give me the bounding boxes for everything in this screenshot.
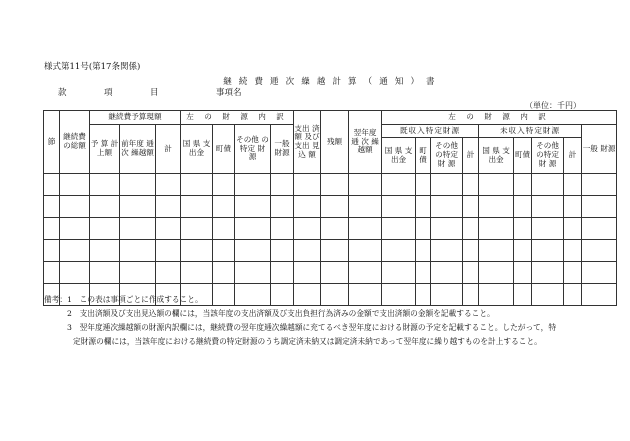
table-body <box>44 174 617 306</box>
table-cell[interactable] <box>181 174 213 196</box>
table-cell[interactable] <box>382 262 416 284</box>
table-cell[interactable] <box>60 174 90 196</box>
table-cell[interactable] <box>479 174 514 196</box>
col-budget-group: 継続費予算現額 <box>90 111 181 125</box>
table-cell[interactable] <box>120 262 156 284</box>
table-cell[interactable] <box>582 196 617 218</box>
field-moku-label: 目 <box>150 88 159 98</box>
col-next-source-group: 左 の 財 源 内 訳 <box>382 111 617 125</box>
table-cell[interactable] <box>479 218 514 240</box>
carryover-table <box>43 110 617 306</box>
table-cell[interactable] <box>60 196 90 218</box>
col-rec-bond: 町 債 <box>416 138 431 174</box>
col-total: 継続費の総額 <box>60 111 90 174</box>
table-cell[interactable] <box>431 174 463 196</box>
table-cell[interactable] <box>156 240 181 262</box>
table-cell[interactable] <box>431 218 463 240</box>
table-cell[interactable] <box>321 174 349 196</box>
table-cell[interactable] <box>213 262 235 284</box>
table-cell[interactable] <box>582 240 617 262</box>
table-cell[interactable] <box>235 174 271 196</box>
field-kou-label: 項 <box>104 88 113 98</box>
table-row <box>44 174 617 196</box>
table-cell[interactable] <box>532 174 564 196</box>
table-cell[interactable] <box>514 196 532 218</box>
col-src-other: その他 の特定 財 源 <box>235 125 271 174</box>
table-row <box>44 240 617 262</box>
col-setsu: 節 <box>44 111 60 174</box>
table-cell[interactable] <box>294 218 321 240</box>
col-unrec-bond: 町債 <box>514 138 532 174</box>
field-jikou-label: 事項名 <box>216 88 242 98</box>
table-cell[interactable] <box>90 218 120 240</box>
table-row <box>44 218 617 240</box>
col-unrec-pref: 国 県 支出金 <box>479 138 514 174</box>
table-cell[interactable] <box>60 218 90 240</box>
table-cell[interactable] <box>235 240 271 262</box>
document-title: 継 続 費 逓 次 繰 越 計 算 （ 通 知 ） 書 <box>223 77 437 87</box>
table-cell[interactable] <box>44 262 60 284</box>
table-cell[interactable] <box>120 174 156 196</box>
table-cell[interactable] <box>564 218 582 240</box>
table-cell[interactable] <box>564 284 582 306</box>
table-cell[interactable] <box>382 174 416 196</box>
col-src-pref: 国 県 支出金 <box>181 125 213 174</box>
table-cell[interactable] <box>416 174 431 196</box>
table-cell[interactable] <box>514 262 532 284</box>
table-cell[interactable] <box>431 196 463 218</box>
table-cell[interactable] <box>514 174 532 196</box>
table-cell[interactable] <box>479 262 514 284</box>
table-cell[interactable] <box>532 262 564 284</box>
table-cell[interactable] <box>90 196 120 218</box>
note-3-cont: 定財源の欄には，当該年度における継続費の特定財源のうち調定済未納又は調定済未納であって翌年度に繰り越すものを計上すること。 <box>73 337 542 346</box>
table-cell[interactable] <box>181 196 213 218</box>
table-cell[interactable] <box>213 196 235 218</box>
table-cell[interactable] <box>382 218 416 240</box>
notes <box>44 293 556 349</box>
table-cell[interactable] <box>120 196 156 218</box>
table-cell[interactable] <box>582 262 617 284</box>
table-cell[interactable] <box>349 196 382 218</box>
table-cell[interactable] <box>463 174 479 196</box>
table-cell[interactable] <box>431 240 463 262</box>
table-cell[interactable] <box>181 262 213 284</box>
table-cell[interactable] <box>564 174 582 196</box>
table-cell[interactable] <box>271 196 294 218</box>
table-cell[interactable] <box>213 240 235 262</box>
table-cell[interactable] <box>271 240 294 262</box>
col-budget-total: 計 <box>156 125 181 174</box>
table-cell[interactable] <box>235 218 271 240</box>
table-cell[interactable] <box>532 240 564 262</box>
table-cell[interactable] <box>60 262 90 284</box>
table-cell[interactable] <box>44 218 60 240</box>
table-cell[interactable] <box>582 218 617 240</box>
col-rec-other: その他 の特定 財 源 <box>431 138 463 174</box>
table-cell[interactable] <box>181 218 213 240</box>
table-cell[interactable] <box>582 174 617 196</box>
table-cell[interactable] <box>349 240 382 262</box>
table-cell[interactable] <box>213 174 235 196</box>
table-cell[interactable] <box>479 240 514 262</box>
table-cell[interactable] <box>294 196 321 218</box>
table-cell[interactable] <box>294 262 321 284</box>
col-next-carry: 翌年度 逓 次 繰越額 <box>349 111 382 174</box>
table-cell[interactable] <box>294 240 321 262</box>
table-cell[interactable] <box>156 262 181 284</box>
table-cell[interactable] <box>349 218 382 240</box>
table-cell[interactable] <box>294 174 321 196</box>
table-cell[interactable] <box>321 240 349 262</box>
table-cell[interactable] <box>213 218 235 240</box>
table-cell[interactable] <box>60 240 90 262</box>
table-cell[interactable] <box>582 284 617 306</box>
table-cell[interactable] <box>90 174 120 196</box>
table-cell[interactable] <box>463 196 479 218</box>
field-kan-label: 款 <box>58 88 67 98</box>
col-budget-carry: 前年度 逓 次 繰越額 <box>120 125 156 174</box>
table-cell[interactable] <box>416 262 431 284</box>
col-src-bond: 町債 <box>213 125 235 174</box>
col-balance: 残額 <box>321 111 349 174</box>
col-rec-pref: 国 県 支出金 <box>382 138 416 174</box>
table-cell[interactable] <box>514 240 532 262</box>
table-cell[interactable] <box>564 262 582 284</box>
table-cell[interactable] <box>271 218 294 240</box>
table-cell[interactable] <box>90 262 120 284</box>
col-unreceived-group: 未収入特定財源 <box>479 125 582 138</box>
table-cell[interactable] <box>271 174 294 196</box>
table-cell[interactable] <box>463 218 479 240</box>
col-general: 一般 財源 <box>582 125 617 174</box>
col-expenditure: 支出 済額 及び 支出 見込 額 <box>294 111 321 174</box>
col-src-general: 一般 財源 <box>271 125 294 174</box>
table-cell[interactable] <box>416 218 431 240</box>
table-cell[interactable] <box>90 240 120 262</box>
col-rec-total: 計 <box>463 138 479 174</box>
note-3: 3 翌年度逓次繰越額の財源内訳欄には，継続費の翌年度逓次繰越額に充てるべき翌年度における財源の予定を記載すること。したがって，特 <box>67 323 557 332</box>
form-number: 様式第11号(第17条関係) <box>44 62 141 72</box>
table-cell[interactable] <box>44 196 60 218</box>
table-cell[interactable] <box>416 196 431 218</box>
table-cell[interactable] <box>431 262 463 284</box>
table-cell[interactable] <box>382 196 416 218</box>
table-cell[interactable] <box>321 262 349 284</box>
table-cell[interactable] <box>156 218 181 240</box>
note-2: 2 支出済額及び支出見込額の欄には，当該年度の支出済額及び支出負担行為済みの金額で支出済額の金額を記載すること。 <box>67 309 495 318</box>
table-cell[interactable] <box>120 240 156 262</box>
col-source-group: 左 の 財 源 内 訳 <box>181 111 294 125</box>
table-cell[interactable] <box>479 196 514 218</box>
table-cell[interactable] <box>321 218 349 240</box>
table-cell[interactable] <box>44 240 60 262</box>
table-cell[interactable] <box>321 196 349 218</box>
table-cell[interactable] <box>564 196 582 218</box>
unit-label: （単位：千円） <box>525 101 581 110</box>
table-cell[interactable] <box>181 240 213 262</box>
table-cell[interactable] <box>564 240 582 262</box>
col-budget-current: 予 算 計上額 <box>90 125 120 174</box>
table-cell[interactable] <box>349 174 382 196</box>
table-cell[interactable] <box>463 240 479 262</box>
table-cell[interactable] <box>532 218 564 240</box>
table-cell[interactable] <box>532 196 564 218</box>
table-row <box>44 196 617 218</box>
table-cell[interactable] <box>349 262 382 284</box>
col-received-group: 既収入特定財源 <box>382 125 479 138</box>
table-cell[interactable] <box>235 262 271 284</box>
table-cell[interactable] <box>120 218 156 240</box>
table-cell[interactable] <box>416 240 431 262</box>
table-cell[interactable] <box>271 262 294 284</box>
note-1: 備考：1 この表は事項ごとに作成すること。 <box>44 295 203 304</box>
table-cell[interactable] <box>235 196 271 218</box>
col-unrec-other: その他 の特定 財 源 <box>532 138 564 174</box>
table-cell[interactable] <box>156 174 181 196</box>
table-cell[interactable] <box>156 196 181 218</box>
table-cell[interactable] <box>514 218 532 240</box>
table-row <box>44 262 617 284</box>
table-cell[interactable] <box>44 174 60 196</box>
table-cell[interactable] <box>463 262 479 284</box>
table-cell[interactable] <box>382 240 416 262</box>
col-unrec-total: 計 <box>564 138 582 174</box>
